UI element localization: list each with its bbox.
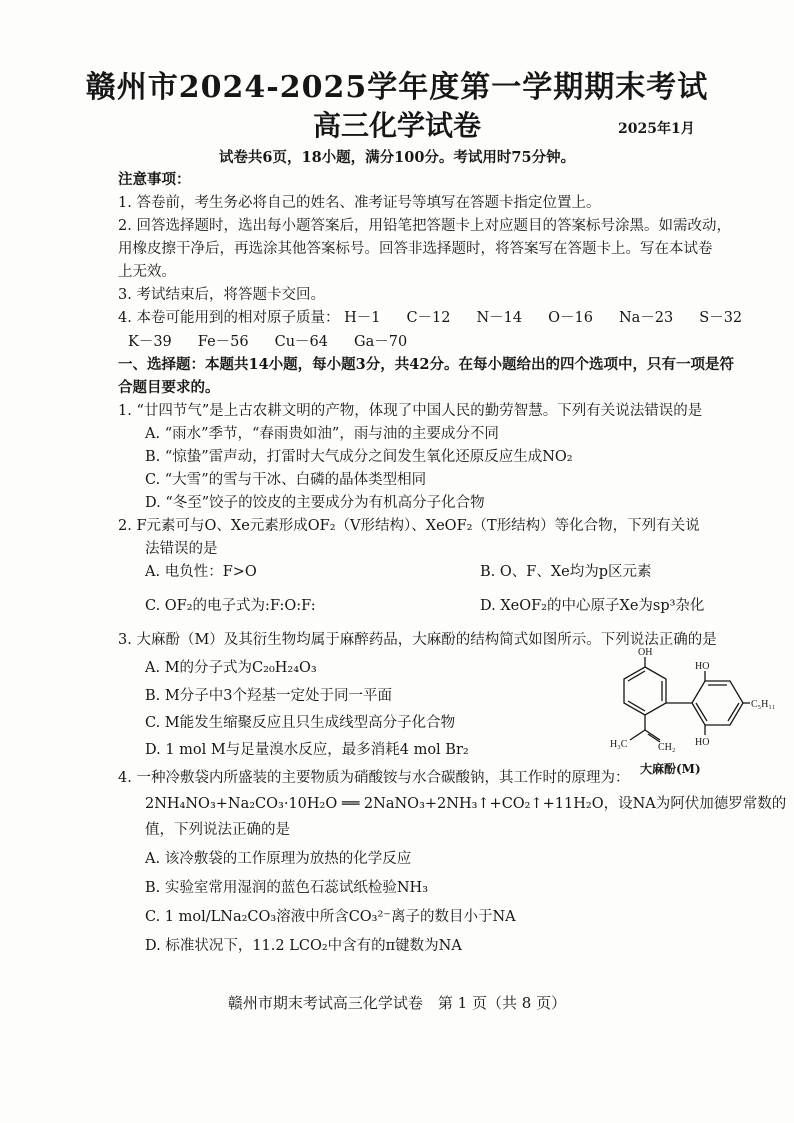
q1-stem: 1. “廿四节气”是上古农耕文明的产物，体现了中国人民的勤劳智慧。下列有关说法错误的是: [118, 403, 703, 419]
mass-item: S－32: [699, 310, 743, 326]
q1-option-d: D. “冬至”饺子的饺皮的主要成分为有机高分子化合物: [145, 495, 485, 511]
note-3: 3. 考试结束后，将答题卡交回。: [118, 287, 325, 303]
mass-item: Ga－70: [354, 334, 408, 350]
q2-option-a: A. 电负性：F>O: [145, 564, 257, 580]
q3-option-b: B. M分子中3个羟基一定处于同一平面: [145, 688, 392, 704]
q4-stem-1: 4. 一种冷敷袋内所盛装的主要物质为硝酸铵与水合碳酸钠，其工作时的原理为：: [118, 770, 630, 786]
cannabinol-structure: [600, 647, 780, 775]
note-1: 1. 答卷前，考生务必将自己的姓名、准考证号等填写在答题卡指定位置上。: [118, 195, 601, 211]
q4-option-b: B. 实验室常用湿润的蓝色石蕊试纸检验NH₃: [145, 880, 429, 896]
q3-option-d: D. 1 mol M与足量溴水反应，最多消耗4 mol Br₂: [145, 742, 469, 758]
page-footer: 赣州市期末考试高三化学试卷 第 1 页（共 8 页）: [227, 994, 567, 1012]
section-heading-1: 一、选择题：本题共14小题，每小题3分，共42分。在每小题给出的四个选项中，只有一项是符: [118, 356, 734, 373]
q3-option-c: C. M能发生缩聚反应且只生成线型高分子化合物: [145, 715, 456, 731]
label-pentyl: C₅H₁₁: [751, 699, 776, 710]
q4-option-d: D. 标准状况下，11.2 LCO₂中含有的π键数为NA: [145, 938, 462, 954]
methyl-bond: [630, 730, 645, 740]
q4-option-c: C. 1 mol/LNa₂CO₃溶液中所含CO₃²⁻离子的数目小于NA: [145, 909, 516, 925]
note-4: [118, 306, 768, 327]
label-methyl: H₃C: [610, 739, 628, 750]
left-ring: [624, 667, 666, 715]
q2-option-b: B. O、F、Xe均为p区元素: [480, 564, 652, 580]
label-oh-top: OH: [638, 647, 653, 658]
note-2a: 2. 回答选择题时，选出每小题答案后，用铅笔把答题卡上对应题目的答案标号涂黑。如需改动，: [118, 218, 731, 234]
mass-item: H－1: [344, 310, 381, 326]
exam-subtitle: 高三化学试卷: [312, 109, 481, 142]
mass-item: O－16: [548, 310, 593, 326]
mass-item: Na－23: [618, 310, 674, 326]
mass-item: K－39: [128, 334, 172, 350]
q4-option-a: A. 该冷敷袋的工作原理为放热的化学反应: [145, 851, 412, 867]
notes-heading: 注意事项：: [118, 171, 191, 188]
note-2c: 上无效。: [118, 264, 176, 280]
exam-date: 2025年1月: [618, 121, 695, 137]
note-4-cont: [128, 330, 433, 351]
note-2b: 用橡皮擦干净后，再选涂其他答案标号。回答非选择题时，将答案写在答题卡上。写在本试卷: [118, 241, 713, 257]
alkene-bond: [648, 734, 660, 742]
q1-option-c: C. “大雪”的雪与干冰、白磷的晶体类型相同: [145, 472, 427, 488]
structure-bonds: [624, 657, 750, 742]
label-methylene: CH₂: [658, 742, 676, 753]
section-heading-2: 合题目要求的。: [118, 379, 220, 396]
q3-stem: 3. 大麻酚（M）及其衍生物均属于麻醉药品，大麻酚的结构简式如图所示。下列说法正确的是: [118, 632, 717, 648]
q1-option-a: A. “雨水”季节，“春雨贵如油”，雨与油的主要成分不同: [145, 426, 499, 442]
right-ring: [692, 681, 743, 725]
mass-item: Cu－64: [274, 334, 328, 350]
q1-option-b: B. “惊蛰”雷声动，打雷时大气成分之间发生氧化还原反应生成NO₂: [145, 449, 573, 465]
mass-item: N－14: [476, 310, 523, 326]
mass-item: C－12: [406, 310, 451, 326]
q4-stem-3: 值，下列说法正确的是: [145, 822, 290, 838]
q3-option-a: A. M的分子式为C₂₀H₂₄O₃: [145, 660, 317, 676]
q2-option-c: C. OF₂的电子式为:F:O:F:: [145, 598, 316, 614]
q2-option-d: D. XeOF₂的中心原子Xe为sp³杂化: [480, 598, 705, 614]
q4-stem-2: 2NH₄NO₃+Na₂CO₃·10H₂O ══ 2NaNO₃+2NH₃↑+CO₂↑+11H₂O，设NA为阿伏加德罗常数的: [145, 796, 787, 812]
q2-stem-2: 法错误的是: [145, 541, 218, 557]
structure-caption: 大麻酚(M): [640, 762, 701, 776]
exam-info: 试卷共6页，18小题，满分100分。考试用时75分钟。: [218, 149, 576, 166]
mass-item: Fe－56: [197, 334, 249, 350]
exam-title: 赣州市2024-2025学年度第一学期期末考试: [85, 70, 709, 105]
label-ho-lower: HO: [695, 737, 710, 748]
label-ho-upper: HO: [695, 661, 710, 672]
q2-stem-1: 2. F元素可与O、Xe元素形成OF₂（V形结构）、XeOF₂（T形结构）等化合物，下列有关说: [118, 518, 700, 534]
alkene-bond: [645, 730, 660, 740]
note-4-label: 4. 本卷可能用到的相对原子质量：: [118, 310, 340, 326]
